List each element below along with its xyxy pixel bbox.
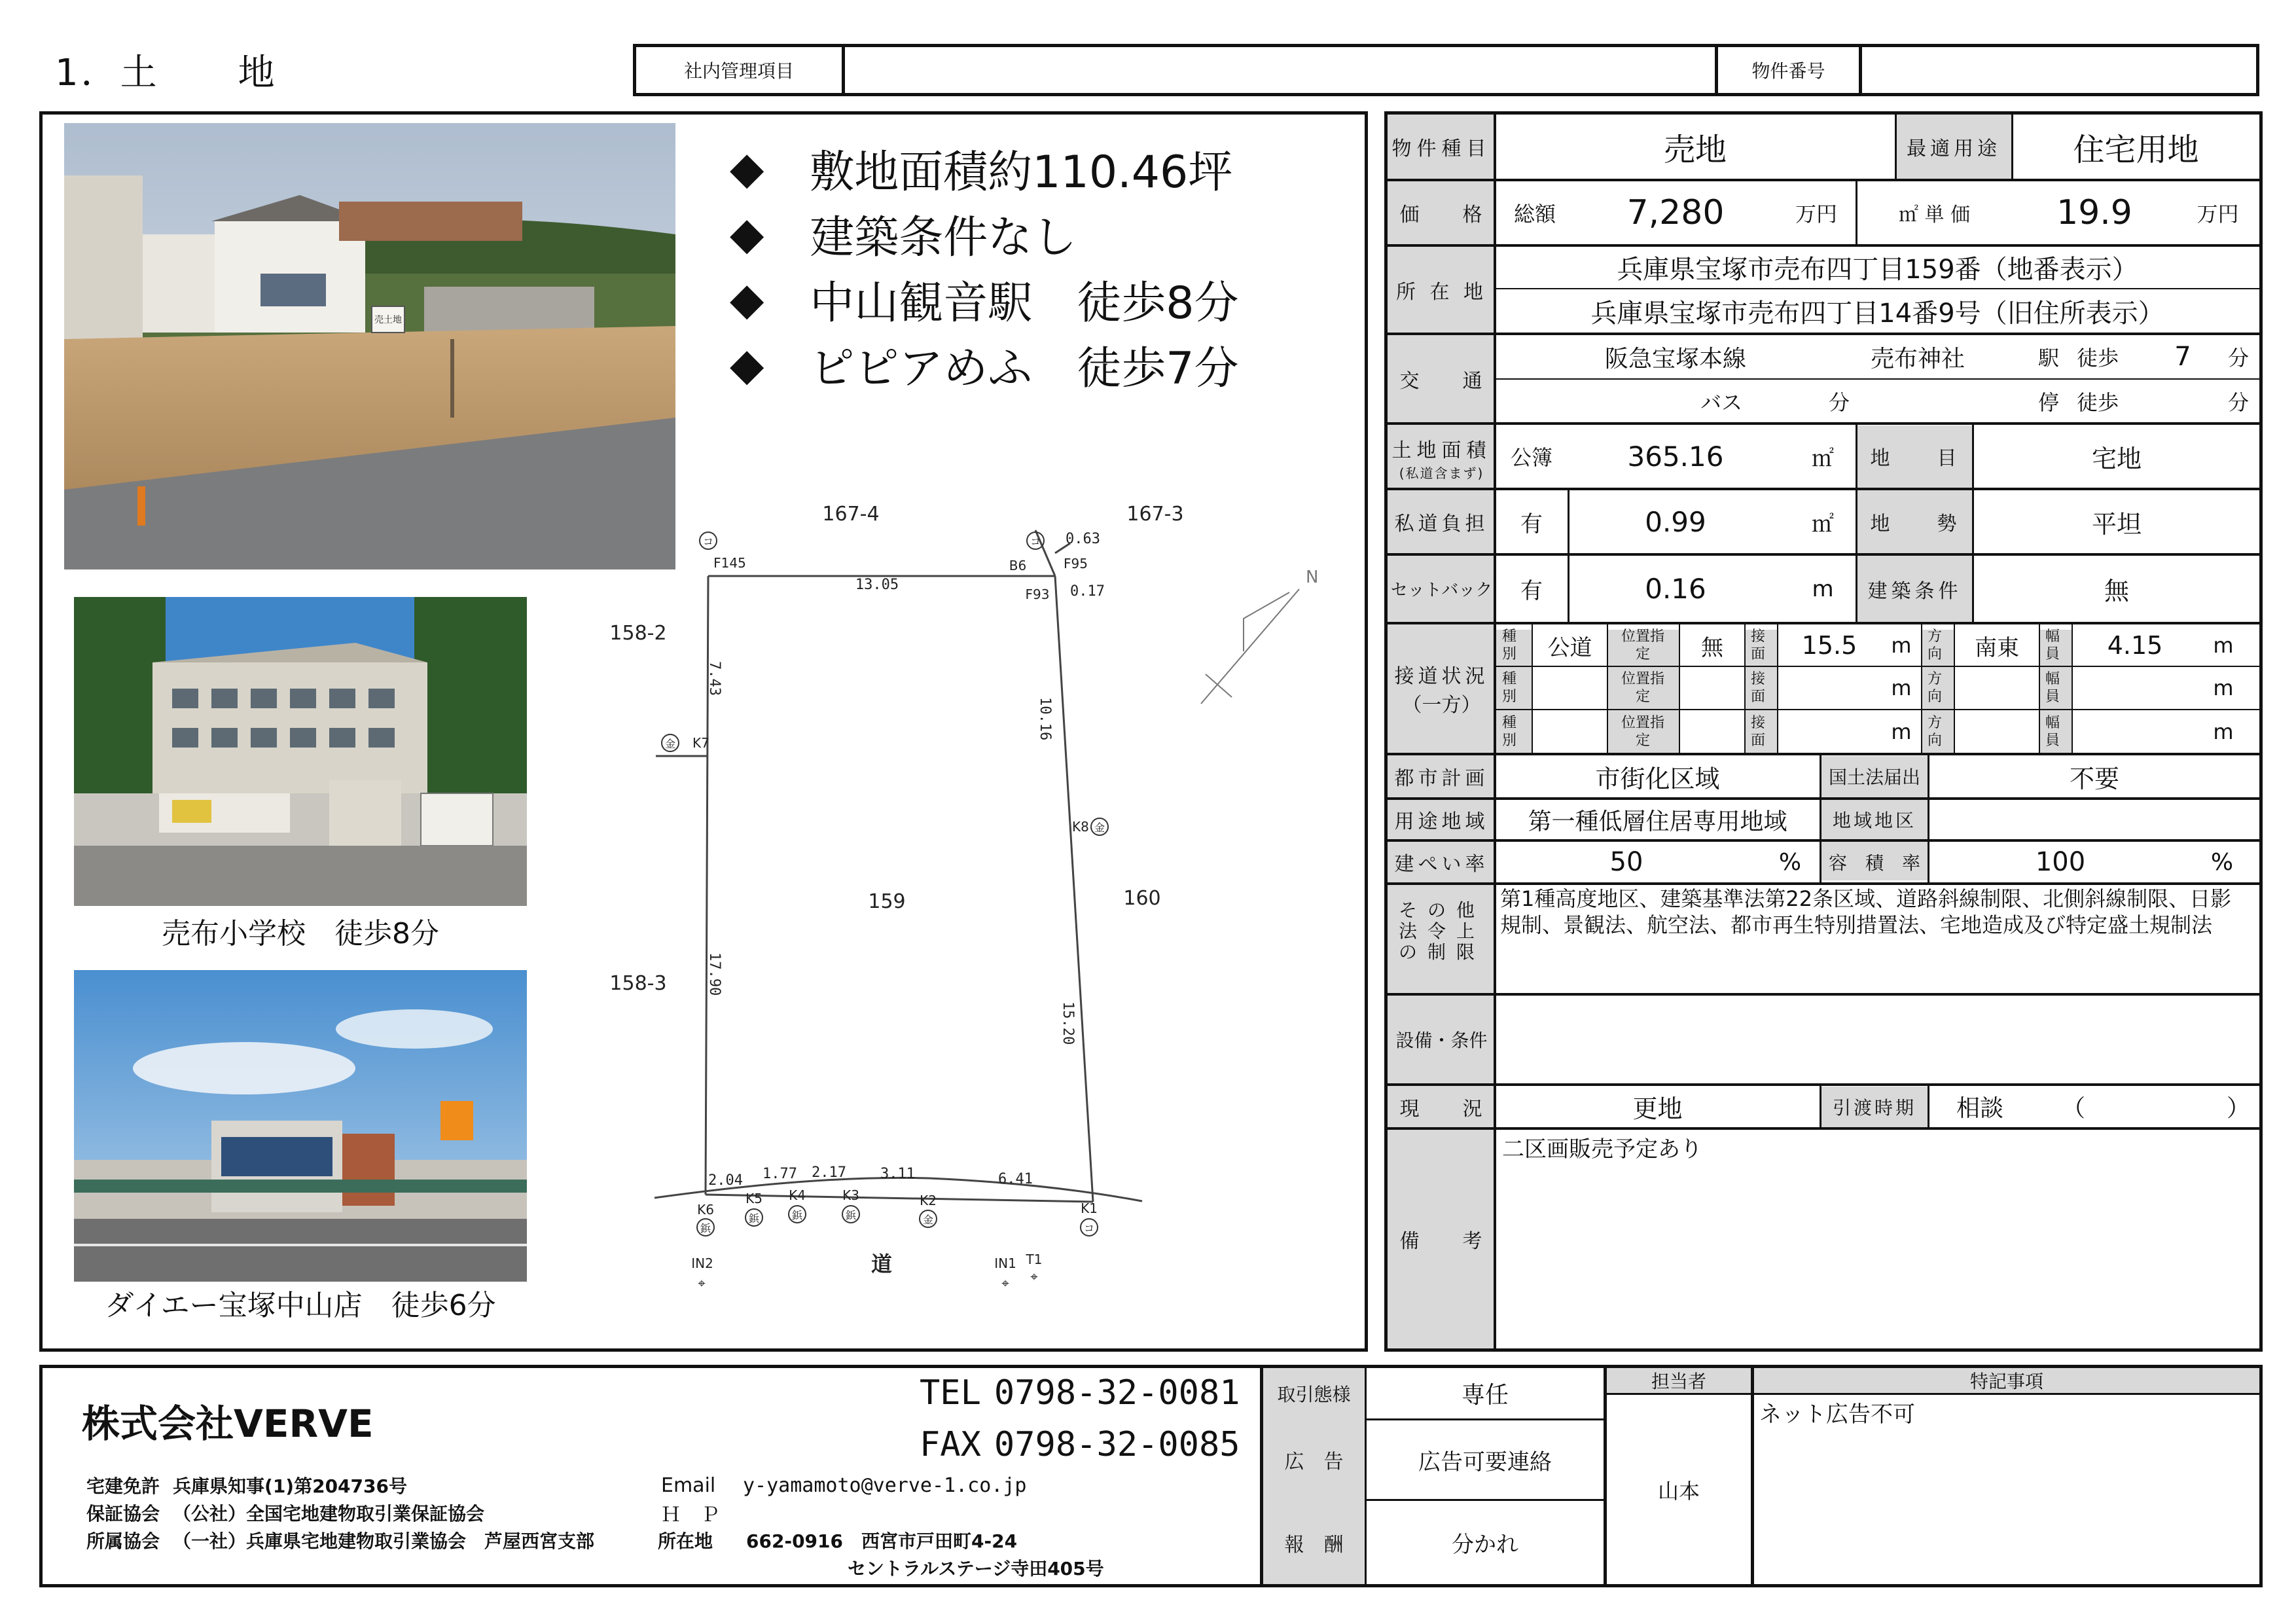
association-line: 所属協会 （一社）兵庫県宅地建物取引業協会 芦屋西宮支部 [86,1530,595,1552]
build-cond-value: 無 [2104,577,2129,605]
walk-label: 徒歩 [2076,346,2119,370]
use-label: 最適用途 [1907,137,2001,160]
access-frontage-unit: m [1891,633,1912,658]
chisei-label: 地 勢 [1870,513,1960,535]
access-frontage-value: 15.5 [1801,631,1857,660]
access-type-value [1533,710,1607,753]
svg-text:鋲: 鋲 [791,1209,803,1221]
ko-mark: コ [702,535,714,548]
setback-unit: m [1812,575,1834,602]
email-value[interactable]: y-yamamoto@verve-1.co.jp [743,1473,1027,1497]
tel-line: TEL 0798-32-0081 [920,1373,1240,1413]
access-frontage-value [1780,710,1878,753]
access-frontage-label: 接面 [1751,628,1766,662]
point-k1: K1 [1081,1200,1098,1216]
dim-west-upper: 7.43 [706,661,723,696]
highlight-item: ◆ 中山観音駅 徒歩8分 [730,273,1239,329]
city-plan-value: 市街化区域 [1595,764,1720,793]
staff-label: 担当者 [1651,1371,1706,1392]
unit-price-label: ㎡ 単 価 [1898,204,1971,226]
type-label: 物件種目 [1391,137,1492,160]
parcel-158-2: 158-2 [609,622,667,645]
youto-label: 用途地域 [1394,810,1489,833]
diamond-bullet-icon: ◆ [730,142,764,194]
crosshair-icon: ⌖ [1030,1269,1038,1284]
dim-east-lower: 15.20 [1060,1001,1076,1045]
chiiki-label: 地域地区 [1832,810,1916,831]
email-label: Email [661,1473,716,1497]
address-label: 所在地 [658,1530,713,1552]
type-value: 売地 [1663,131,1727,168]
chiiki-value [1929,800,2259,839]
private-road-label: 私道負担 [1394,513,1489,535]
mgmt-label: 社内管理項目 [683,60,794,82]
parcel-159: 159 [868,890,906,913]
access-frontage-label: 接面 [1751,714,1766,749]
svg-text:鋲: 鋲 [700,1222,711,1235]
highlight-item: ◆ 建築条件なし [730,208,1077,264]
access-type-label: 種別 [1502,714,1517,749]
dim-bottom-2: 1.77 [762,1166,797,1182]
youto-value: 第一種低層住居専用地域 [1528,808,1787,835]
ad-label: 広 告 [1284,1451,1344,1473]
remarks-label: 備 考 [1399,1230,1484,1253]
fee-label: 報 酬 [1284,1533,1344,1557]
bus-label: バス [1700,389,1742,415]
diamond-bullet-icon: ◆ [730,273,764,325]
access-frontage-value [1780,667,1878,709]
bus-min-unit: 分 [1828,389,1850,415]
school-photo [74,597,527,906]
current-status-label: 現 況 [1399,1097,1484,1121]
point-in1: IN1 [994,1255,1016,1271]
dim-bottom-5: 6.41 [998,1171,1033,1187]
remarks-value: 二区画販売予定あり [1502,1136,1702,1163]
youseki-label: 容 積 率 [1828,852,1920,874]
kokudo-label: 国土法届出 [1828,767,1920,788]
access-sublabel: （一方） [1402,694,1481,717]
svg-text:鋲: 鋲 [748,1212,760,1225]
fax-line: FAX 0798-32-0085 [920,1425,1240,1464]
lot-sign-text: 売土地 [374,315,402,325]
dim-bottom-3: 2.17 [812,1164,846,1181]
crosshair-icon: ⌖ [698,1275,706,1291]
point-k7: K7 [692,735,709,751]
location-label: 所 在 地 [1395,280,1488,304]
property-no-label: 物件番号 [1751,60,1825,82]
kobo-label: 公簿 [1510,445,1552,470]
access-width-value [2073,667,2197,709]
station-label: 駅 [2037,346,2059,370]
section-title: 1．土 地 [55,52,278,94]
access-type-value [1533,667,1607,709]
diamond-bullet-icon: ◆ [730,208,764,260]
setback-label: セットバック [1390,581,1493,600]
license-line: 宅建免許 兵庫県知事(1)第204736号 [86,1475,407,1497]
access-width-label: 幅員 [2045,714,2060,749]
diamond-bullet-icon: ◆ [730,338,764,391]
point-f95: F95 [1064,556,1088,571]
staff-value: 山本 [1657,1478,1700,1504]
dim-bottom-1: 2.04 [708,1172,743,1189]
access-width-value [2073,710,2197,753]
access-width-unit: m [2213,719,2234,744]
deal-type-value: 専任 [1461,1382,1509,1409]
property-no-value[interactable] [1869,46,2255,94]
private-road-has: 有 [1520,511,1543,537]
youseki-unit: % [2210,848,2234,876]
location-line-1: 兵庫県宝塚市売布四丁目159番（地番表示） [1617,255,2138,285]
parcel-167-4: 167-4 [822,503,880,526]
address-line-2: セントラルステージ寺田405号 [848,1558,1104,1579]
access-designated-label: 位置指定 [1621,671,1664,705]
point-k6: K6 [697,1202,714,1218]
guarantee-line: 保証協会 （公社）全国宅地建物取引業保証協会 [86,1503,485,1525]
dim-offset-1: 0.63 [1066,531,1100,547]
delivery-label: 引渡時期 [1832,1096,1916,1119]
point-f145: F145 [713,555,746,571]
access-frontage-unit: m [1891,719,1912,744]
private-road-unit: ㎡ [1812,511,1834,537]
point-f93: F93 [1025,586,1050,602]
location-line-2: 兵庫県宝塚市売布四丁目14番9号（旧住所表示） [1590,298,2164,329]
walk-minutes: 7 [2174,342,2191,372]
other-laws-label: その他法令上の制限 [1398,899,1485,963]
setback-has: 有 [1520,578,1543,604]
access-direction-label: 方向 [1928,628,1943,662]
store-caption: ダイエー宝塚中山店 徒歩6分 [105,1289,496,1322]
deal-type-label: 取引態様 [1277,1383,1351,1405]
build-cond-label: 建築条件 [1867,579,1962,603]
address-line-1: 662-0916 西宮市戸田町4-24 [746,1530,1018,1552]
access-direction-value [1955,667,2039,709]
line-name: 阪急宝塚本線 [1604,345,1746,372]
access-designated-value [1680,710,1744,753]
access-frontage-unit: m [1891,676,1912,700]
north-label: N [1306,568,1319,587]
access-width-label: 幅員 [2045,628,2060,662]
total-value: 7,280 [1626,193,1725,232]
svg-text:コ: コ [1030,535,1041,548]
road-label: 道 [870,1252,893,1276]
land-area-unit: ㎡ [1812,445,1834,472]
land-area-label: 土地面積 [1391,439,1492,462]
kenpei-label: 建ぺい率 [1394,853,1489,876]
unit-price-value: 19.9 [2056,193,2132,232]
svg-text:鋲: 鋲 [845,1209,857,1221]
youseki-value: 100 [2035,847,2086,877]
current-status-value: 更地 [1632,1094,1683,1123]
city-plan-label: 都市計画 [1394,767,1489,790]
access-width-unit: m [2213,676,2234,700]
ad-value: 広告可要連絡 [1418,1449,1552,1475]
stop-min-unit: 分 [2227,389,2249,415]
store-photo [74,970,527,1282]
stop-walk-label: 徒歩 [2076,389,2119,415]
svg-text:コ: コ [1083,1222,1095,1235]
dim-top: 13.05 [855,577,899,593]
access-width-label: 幅員 [2045,671,2060,705]
access-type-label: 種別 [1502,628,1517,662]
fee-value: 分かれ [1452,1532,1518,1558]
delivery-value: 相談 （ ） [1956,1095,2251,1122]
point-k8: K8 [1072,819,1089,835]
access-designated-label: 位置指定 [1621,714,1664,749]
access-width-unit: m [2213,633,2234,658]
parcel-158-3: 158-3 [609,972,667,995]
access-direction-label: 方向 [1928,671,1943,705]
total-unit: 万円 [1795,202,1837,226]
point-k5: K5 [745,1191,762,1206]
station-name: 売布神社 [1870,345,1965,372]
crosshair-icon: ⌖ [1001,1275,1009,1291]
access-designated-value [1680,667,1744,709]
parcel-160: 160 [1123,887,1161,910]
north-arrow-icon [1201,589,1299,704]
dim-offset-2: 0.17 [1070,583,1105,600]
access-width-value: 4.15 [2107,631,2163,660]
stop-label: 停 [2037,389,2059,415]
walk-min-unit: 分 [2227,346,2249,370]
other-laws-value: 第1種高度地区、建築基準法第22条区域、道路斜線制限、北側斜線制限、日影規制、景観法、航空法、都市再生特別措置法、宅地造成及び特定盛土規制法 [1500,886,2232,937]
facility-value [1502,996,2255,1083]
point-k3: K3 [842,1187,859,1203]
notes-label: 特記事項 [1969,1371,2043,1392]
point-in2: IN2 [691,1255,713,1271]
svg-text:金: 金 [1094,821,1105,834]
total-label: 総額 [1513,202,1556,226]
unit-price-unit: 万円 [2197,202,2239,226]
access-designated-value: 無 [1701,634,1723,661]
kenpei-value: 50 [1609,847,1643,877]
use-value: 住宅用地 [2073,131,2199,168]
kenpei-unit: % [1778,848,1802,876]
access-type-value: 公道 [1547,634,1592,661]
point-k4: K4 [789,1187,806,1203]
dim-west-lower: 17.90 [706,952,723,996]
access-label: 接道状況 [1394,665,1489,688]
lot-photo [64,123,675,569]
land-area-value: 365.16 [1627,440,1724,473]
parcel-167-3: 167-3 [1126,503,1184,526]
svg-text:金: 金 [664,738,676,750]
point-t1: T1 [1026,1252,1043,1267]
dim-east-upper: 10.16 [1037,697,1053,741]
chisei-value: 平坦 [2091,509,2142,539]
point-k2: K2 [920,1193,937,1208]
land-area-note: (私道含まず) [1399,465,1484,481]
access-direction-value: 南東 [1975,634,2019,661]
access-direction-value [1955,710,2039,753]
plot-diagram [589,491,1342,1309]
point-b6: B6 [1009,558,1027,573]
mgmt-value[interactable] [851,46,1712,94]
dim-bottom-4: 3.11 [880,1166,915,1182]
highlight-item: ◆ ピピアめふ 徒歩7分 [730,338,1239,395]
company-name: 株式会社VERVE [82,1401,374,1446]
svg-text:金: 金 [922,1214,934,1226]
access-direction-label: 方向 [1928,714,1943,749]
chimoku-value: 宅地 [2091,444,2142,473]
private-road-value: 0.99 [1645,505,1706,538]
access-designated-label: 位置指定 [1621,628,1664,662]
traffic-label: 交 通 [1399,369,1484,393]
kokudo-value: 不要 [2069,764,2119,793]
access-type-label: 種別 [1502,671,1517,705]
price-label: 価 格 [1399,204,1484,226]
school-caption: 売布小学校 徒歩8分 [162,917,439,950]
setback-value: 0.16 [1645,573,1706,605]
facility-label: 設備・条件 [1395,1030,1488,1051]
hp-label: Ｈ Ｐ [661,1504,720,1526]
notes-value: ネット広告不可 [1759,1401,1915,1428]
highlight-item: ◆ 敷地面積約110.46坪 [730,142,1233,198]
access-frontage-label: 接面 [1751,671,1766,705]
chimoku-label: 地 目 [1870,447,1960,470]
